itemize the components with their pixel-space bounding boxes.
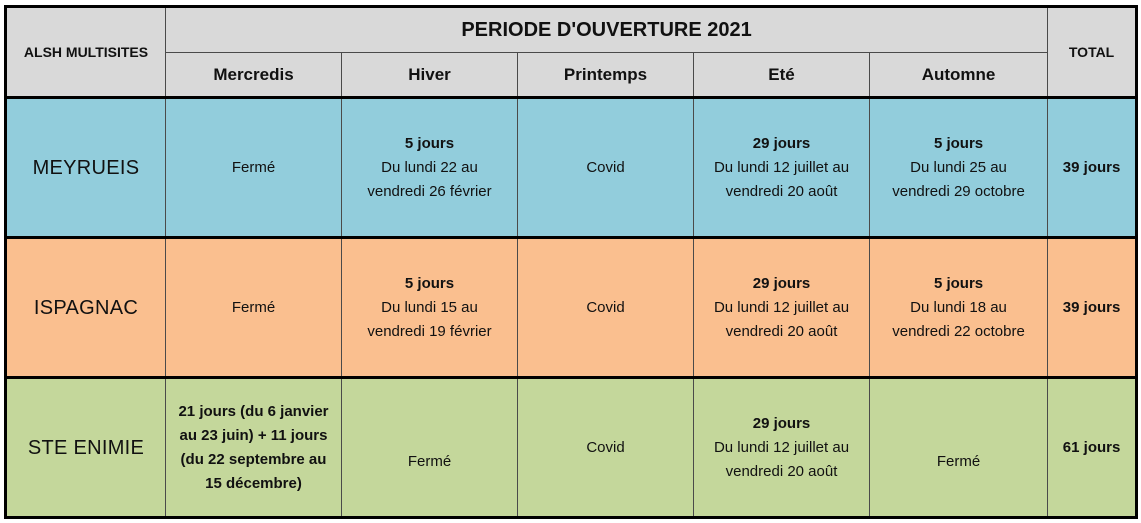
table-row-ste-enimie bbox=[6, 378, 1137, 518]
days-count: 29 jours bbox=[752, 274, 811, 292]
date-range-line: vendredi 20 août bbox=[725, 182, 838, 200]
cell-printemps: Covid bbox=[518, 98, 694, 238]
season-header-mercredis: Mercredis bbox=[166, 53, 342, 98]
days-count: 29 jours bbox=[752, 414, 811, 432]
cell-ete bbox=[694, 98, 870, 238]
season-header-automne: Automne bbox=[870, 53, 1048, 98]
cell-total: 39 jours bbox=[1048, 238, 1137, 378]
cell-mercredis: Fermé bbox=[166, 238, 342, 378]
date-range-line: vendredi 19 février bbox=[367, 322, 492, 340]
days-count: 5 jours bbox=[404, 274, 455, 292]
date-range-line: Du lundi 15 au bbox=[381, 298, 478, 316]
mercredis-detail-line: 15 décembre) bbox=[205, 474, 302, 492]
date-range-line: vendredi 20 août bbox=[725, 322, 838, 340]
automne-status: Fermé bbox=[936, 452, 981, 470]
site-name: MEYRUEIS bbox=[6, 98, 166, 238]
header-row-seasons bbox=[6, 53, 1137, 98]
cell-automne bbox=[870, 98, 1048, 238]
site-name: STE ENIMIE bbox=[6, 378, 166, 518]
date-range-line: Du lundi 25 au bbox=[910, 158, 1007, 176]
cell-mercredis bbox=[166, 378, 342, 518]
table-row-ispagnac bbox=[6, 238, 1137, 378]
date-range-line: vendredi 20 août bbox=[725, 462, 838, 480]
cell-hiver bbox=[342, 238, 518, 378]
season-header-ete: Eté bbox=[694, 53, 870, 98]
mercredis-detail-line: 21 jours (du 6 janvier bbox=[178, 402, 329, 420]
date-range-line: Du lundi 18 au bbox=[910, 298, 1007, 316]
corner-header: ALSH MULTISITES bbox=[6, 7, 166, 98]
opening-table-container bbox=[4, 5, 1138, 519]
cell-total: 61 jours bbox=[1048, 378, 1137, 518]
season-header-printemps: Printemps bbox=[518, 53, 694, 98]
date-range-line: Du lundi 22 au bbox=[381, 158, 478, 176]
days-count: 29 jours bbox=[752, 134, 811, 152]
date-range-line: vendredi 22 octobre bbox=[892, 322, 1025, 340]
days-count: 5 jours bbox=[933, 134, 984, 152]
cell-mercredis: Fermé bbox=[166, 98, 342, 238]
cell-automne bbox=[870, 238, 1048, 378]
site-name: ISPAGNAC bbox=[6, 238, 166, 378]
cell-hiver bbox=[342, 378, 518, 518]
cell-automne bbox=[870, 378, 1048, 518]
days-count: 5 jours bbox=[933, 274, 984, 292]
header-row-top bbox=[6, 7, 1137, 53]
hiver-status: Fermé bbox=[407, 452, 452, 470]
date-range-line: vendredi 29 octobre bbox=[892, 182, 1025, 200]
opening-period-table bbox=[4, 5, 1138, 519]
total-header: TOTAL bbox=[1048, 7, 1137, 98]
date-range-line: Du lundi 12 juillet au bbox=[713, 438, 850, 456]
cell-total: 39 jours bbox=[1048, 98, 1137, 238]
date-range-line: Du lundi 12 juillet au bbox=[713, 158, 850, 176]
cell-printemps: Covid bbox=[518, 238, 694, 378]
date-range-line: Du lundi 12 juillet au bbox=[713, 298, 850, 316]
table-row-meyrueis bbox=[6, 98, 1137, 238]
cell-printemps: Covid bbox=[518, 378, 694, 518]
cell-ete bbox=[694, 238, 870, 378]
days-count: 5 jours bbox=[404, 134, 455, 152]
table-title: PERIODE D'OUVERTURE 2021 bbox=[166, 7, 1048, 53]
cell-ete bbox=[694, 378, 870, 518]
mercredis-detail-line: au 23 juin) + 11 jours bbox=[179, 426, 328, 444]
cell-hiver bbox=[342, 98, 518, 238]
date-range-line: vendredi 26 février bbox=[367, 182, 492, 200]
mercredis-detail-line: (du 22 septembre au bbox=[180, 450, 327, 468]
season-header-hiver: Hiver bbox=[342, 53, 518, 98]
